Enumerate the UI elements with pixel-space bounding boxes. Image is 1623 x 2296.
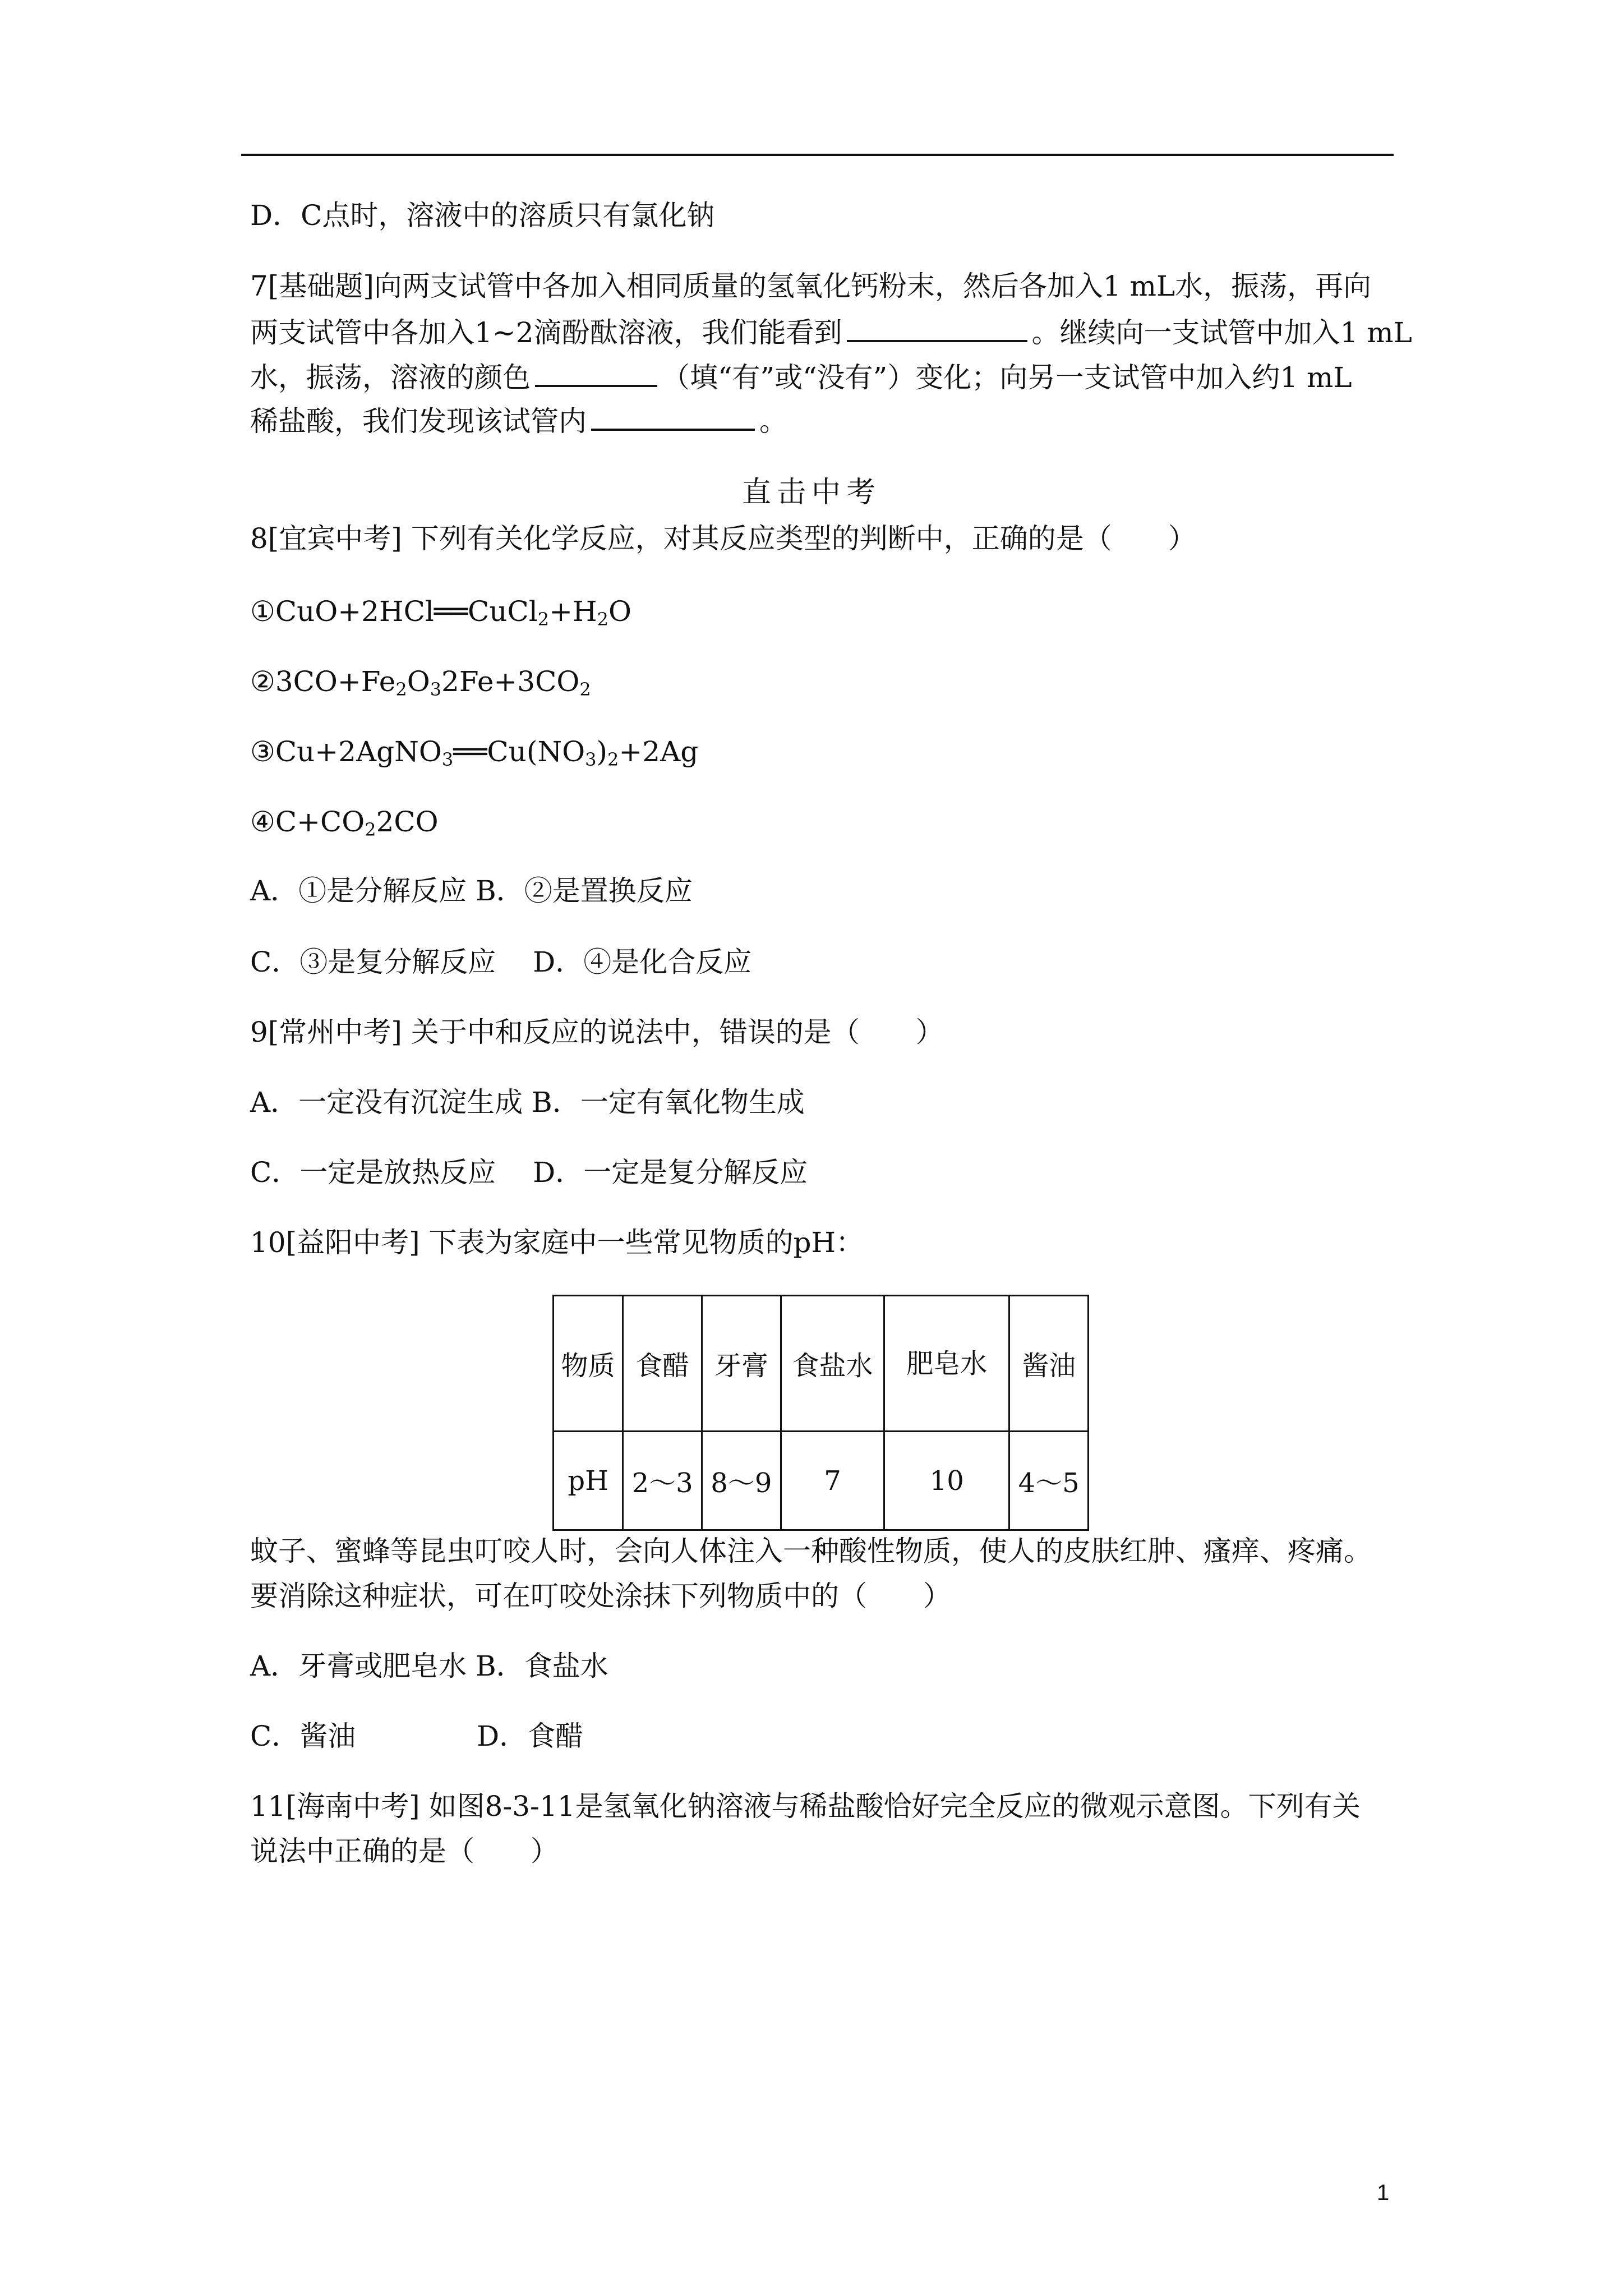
reaction-3-c: ) xyxy=(596,735,608,768)
reaction-3-d: +2Ag xyxy=(619,735,699,768)
table-cell: 10 xyxy=(884,1432,1009,1530)
reaction-3-a: ③Cu+2AgNO xyxy=(250,735,442,768)
q9-options-cd: C．一定是放热反应 D．一定是复分解反应 xyxy=(250,1156,808,1189)
table-header-row xyxy=(554,1296,1089,1432)
reaction-4 xyxy=(250,805,439,846)
reaction-2-c: 2Fe+3CO xyxy=(441,665,580,698)
q9-options-ab: A．一定没有沉淀生成 B．一定有氧化物生成 xyxy=(250,1086,805,1119)
reaction-3-b: ══Cu(NO xyxy=(453,735,585,768)
q11-line-1: 11[海南中考] 如图8-3-11是氢氧化钠溶液与稀盐酸恰好完全反应的微观示意图。下列有关 xyxy=(250,1790,1361,1823)
reaction-4-sub-1: 2 xyxy=(365,819,376,840)
reaction-3-sub-1: 3 xyxy=(441,749,454,770)
q7-line-4-text-b: 。 xyxy=(759,405,787,438)
reaction-2-sub-2: 3 xyxy=(430,679,442,700)
reaction-4-a: ④C+CO xyxy=(250,806,365,838)
table-cell: 食盐水 xyxy=(781,1296,884,1432)
q10-options-ab: A．牙膏或肥皂水 B．食盐水 xyxy=(250,1650,608,1682)
reaction-2 xyxy=(250,665,591,706)
q8-stem: 8[宜宾中考] 下列有关化学反应，对其反应类型的判断中，正确的是（ ） xyxy=(250,522,1196,555)
q11-line-2: 说法中正确的是（ ） xyxy=(250,1835,559,1867)
reaction-2-b: O xyxy=(407,665,430,698)
table-cell: 牙膏 xyxy=(702,1296,781,1432)
reaction-3 xyxy=(250,735,698,776)
table-cell: 7 xyxy=(781,1432,884,1530)
section-title: 直击中考 xyxy=(741,476,881,509)
q7-line-3-text: 水，振荡，溶液的颜色 xyxy=(250,361,531,394)
table-cell: 酱油 xyxy=(1009,1296,1089,1432)
reaction-2-sub-3: 2 xyxy=(579,679,591,700)
reaction-3-sub-3: 2 xyxy=(607,749,619,770)
q10-stem: 10[益阳中考] 下表为家庭中一些常见物质的pH： xyxy=(250,1226,864,1259)
table-row xyxy=(554,1432,1089,1530)
option-d-line: D．C点时，溶液中的溶质只有氯化钠 xyxy=(250,199,715,232)
table-cell: pH xyxy=(554,1432,623,1530)
q8-options-ab: A．①是分解反应 B．②是置换反应 xyxy=(250,875,693,907)
reaction-1 xyxy=(250,595,631,636)
reaction-1-b: +H xyxy=(549,595,597,628)
q10-options-cd: C．酱油 D．食醋 xyxy=(250,1720,584,1752)
table-cell: 肥皂水 xyxy=(884,1296,1009,1432)
q7-line-2-text: 两支试管中各加入1~2滴酚酞溶液，我们能看到 xyxy=(250,316,842,349)
q10-paragraph-1: 蚊子、蜜蜂等昆虫叮咬人时，会向人体注入一种酸性物质，使人的皮肤红肿、瘙痒、疼痛。 xyxy=(250,1535,1372,1567)
reaction-2-sub-1: 2 xyxy=(395,679,407,700)
q7-blank-3 xyxy=(591,403,755,431)
table-cell: 2～3 xyxy=(623,1432,702,1530)
table-cell: 物质 xyxy=(554,1296,623,1432)
q7-line-4 xyxy=(250,403,787,438)
reaction-1-c: O xyxy=(608,595,631,628)
reaction-2-a: ②3CO+Fe xyxy=(250,665,396,698)
q7-line-2-text-b: 。继续向一支试管中加入1 mL xyxy=(1031,316,1412,349)
table-cell: 8～9 xyxy=(702,1432,781,1530)
q7-blank-1 xyxy=(847,314,1027,342)
q9-stem: 9[常州中考] 关于中和反应的说法中，错误的是（ ） xyxy=(250,1016,944,1048)
reaction-4-b: 2CO xyxy=(376,806,439,838)
q10-paragraph-2: 要消除这种症状，可在叮咬处涂抹下列物质中的（ ） xyxy=(250,1580,951,1612)
q7-line-1: 7[基础题]向两支试管中各加入相同质量的氢氧化钙粉末，然后各加入1 mL水，振荡，再向 xyxy=(250,270,1372,302)
ph-table xyxy=(552,1295,1089,1531)
q7-blank-2 xyxy=(535,359,657,387)
reaction-1-sub-1: 2 xyxy=(537,609,550,630)
header-rule xyxy=(241,154,1394,156)
table-cell: 4～5 xyxy=(1009,1432,1089,1530)
q7-line-3-text-b: （填“有”或“没有”）变化；向另一支试管中加入约1 mL xyxy=(662,361,1352,394)
page-number: 1 xyxy=(1377,2180,1390,2205)
q7-line-2 xyxy=(250,314,1412,349)
table-cell: 食醋 xyxy=(623,1296,702,1432)
q8-options-cd: C．③是复分解反应 D．④是化合反应 xyxy=(250,946,752,978)
reaction-1-a: ①CuO+2HCl══CuCl xyxy=(250,595,538,628)
reaction-1-sub-2: 2 xyxy=(597,609,608,630)
reaction-3-sub-2: 3 xyxy=(585,749,597,770)
q7-line-4-text: 稀盐酸，我们发现该试管内 xyxy=(250,405,587,438)
q7-line-3 xyxy=(250,359,1352,394)
